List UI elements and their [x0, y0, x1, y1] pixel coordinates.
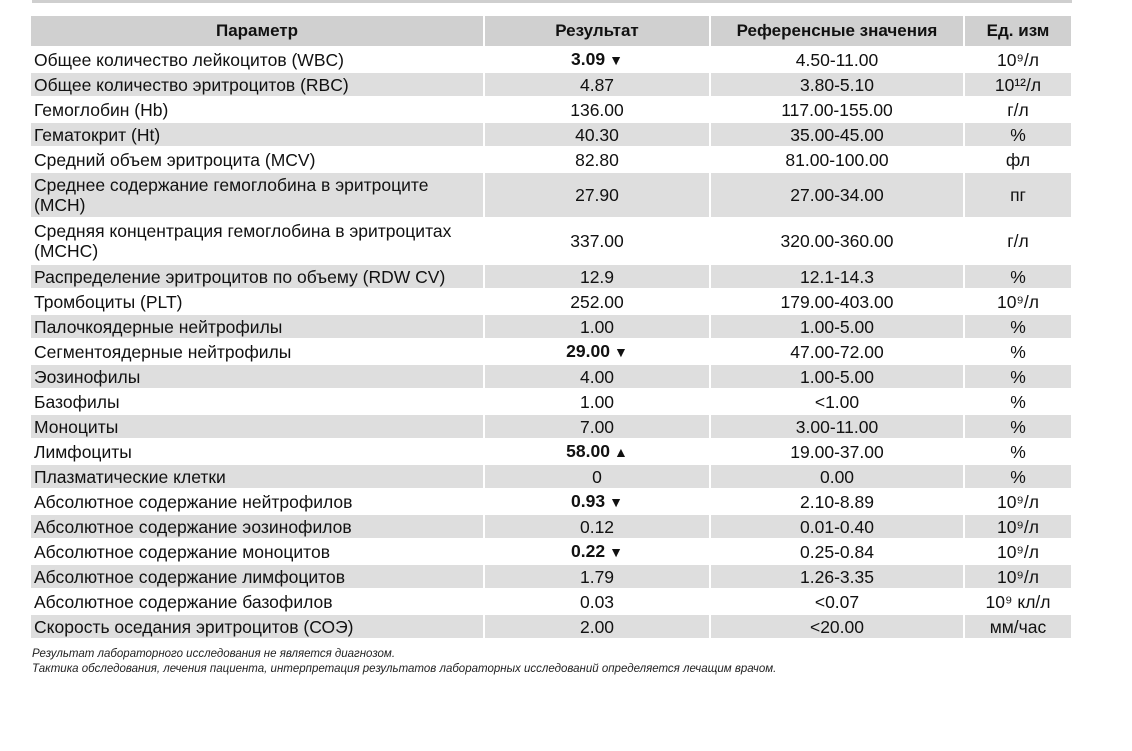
table-row — [31, 515, 1071, 538]
unit: г/л — [1007, 99, 1029, 120]
unit: 10⁹/л — [965, 515, 1071, 538]
unit: % — [1010, 391, 1026, 412]
param-name: Средняя концентрация гемоглобина в эритроцитах (MCHC) — [34, 221, 452, 261]
result-number: 58.00 — [566, 441, 610, 461]
table-row — [31, 490, 1071, 513]
reference-range: 1.00-5.00 — [711, 315, 963, 338]
unit: 10⁹/л — [996, 49, 1040, 70]
result-number: 1.00 — [579, 316, 615, 337]
table-row — [31, 415, 1071, 438]
reference-range: <0.07 — [814, 591, 860, 612]
param-name: Плазматические клетки — [31, 465, 483, 488]
result-value — [485, 148, 709, 171]
result-value — [485, 540, 709, 563]
result-number: 1.00 — [579, 391, 615, 412]
param-name: Абсолютное содержание лимфоцитов — [31, 565, 483, 588]
arrow-down-icon: ▼ — [609, 52, 623, 68]
reference-range: <1.00 — [814, 391, 860, 412]
result-number: 0.93 — [571, 491, 606, 511]
result-number: 0.12 — [579, 516, 615, 537]
result-value — [485, 173, 709, 217]
reference-range: 1.00-5.00 — [711, 365, 963, 388]
unit: фл — [1005, 149, 1031, 170]
result-number: 136.00 — [570, 99, 624, 120]
result-number: 0.03 — [579, 591, 615, 612]
table-row — [31, 148, 1071, 171]
result-number: 2.00 — [579, 616, 615, 637]
reference-range: 117.00-155.00 — [781, 99, 893, 120]
result-number: 3.09 — [571, 49, 606, 69]
result-value — [485, 465, 709, 488]
result-number: 4.00 — [579, 366, 615, 387]
result-number: 4.87 — [579, 74, 615, 95]
param-name: Палочкоядерные нейтрофилы — [31, 315, 483, 338]
reference-range: 1.26-3.35 — [711, 565, 963, 588]
table-row — [31, 615, 1071, 638]
top-divider — [32, 0, 1072, 3]
header-result: Результат — [485, 16, 709, 46]
unit: % — [965, 265, 1071, 288]
table-row — [31, 440, 1071, 463]
result-value — [485, 615, 709, 638]
unit: % — [1010, 341, 1026, 362]
param-name: Абсолютное содержание моноцитов — [34, 541, 331, 562]
param-name: Тромбоциты (PLT) — [34, 291, 183, 312]
unit: % — [965, 415, 1071, 438]
result-value — [485, 590, 709, 613]
header-unit: Ед. изм — [965, 16, 1071, 46]
result-value — [485, 315, 709, 338]
table-row — [31, 290, 1071, 313]
result-number: 0.22 — [571, 541, 606, 561]
result-value — [485, 219, 709, 263]
reference-range: 47.00-72.00 — [790, 341, 884, 362]
table-row — [31, 365, 1071, 388]
table-row — [31, 73, 1071, 96]
table-row — [31, 173, 1071, 217]
result-number: 337.00 — [570, 231, 624, 251]
reference-range: <20.00 — [711, 615, 963, 638]
table-row — [31, 565, 1071, 588]
table-row — [31, 540, 1071, 563]
reference-range: 2.10-8.89 — [800, 491, 874, 512]
result-value — [485, 565, 709, 588]
reference-range: 35.00-45.00 — [711, 123, 963, 146]
reference-range: 320.00-360.00 — [780, 231, 894, 251]
reference-range: 3.00-11.00 — [711, 415, 963, 438]
unit: % — [1010, 441, 1026, 462]
result-number: 29.00 — [566, 341, 610, 361]
result-number: 7.00 — [579, 416, 615, 437]
table-header-row — [31, 16, 1071, 46]
unit: 10⁹/л — [996, 491, 1040, 512]
result-number: 252.00 — [570, 291, 624, 312]
table-row — [31, 340, 1071, 363]
arrow-up-icon: ▲ — [613, 444, 628, 460]
unit: 10⁹/л — [996, 541, 1040, 562]
param-name: Базофилы — [34, 391, 120, 412]
result-number: 12.9 — [579, 266, 615, 287]
unit: мм/час — [965, 615, 1071, 638]
arrow-down-icon: ▼ — [613, 344, 628, 360]
param-name: Общее количество эритроцитов (RBC) — [31, 73, 483, 96]
result-value — [485, 340, 709, 363]
result-number: 1.79 — [579, 566, 615, 587]
param-name: Абсолютное содержание эозинофилов — [31, 515, 483, 538]
unit: 10¹²/л — [965, 73, 1071, 96]
reference-range: 0.00 — [711, 465, 963, 488]
param-name: Среднее содержание гемоглобина в эритроците (MCH) — [31, 173, 483, 217]
param-name: Абсолютное содержание базофилов — [34, 591, 333, 612]
unit: % — [965, 315, 1071, 338]
result-value — [485, 365, 709, 388]
result-number: 82.80 — [575, 149, 619, 170]
param-name: Распределение эритроцитов по объему (RDW CV) — [31, 265, 483, 288]
result-value — [485, 415, 709, 438]
unit: % — [965, 123, 1071, 146]
result-value — [485, 440, 709, 463]
reference-range: 3.80-5.10 — [711, 73, 963, 96]
param-name: Сегментоядерные нейтрофилы — [34, 341, 292, 362]
result-value — [485, 73, 709, 96]
param-name: Общее количество лейкоцитов (WBC) — [34, 49, 344, 70]
table-row — [31, 465, 1071, 488]
param-name: Средний объем эритроцита (MCV) — [34, 149, 316, 170]
result-value — [485, 515, 709, 538]
param-name: Эозинофилы — [31, 365, 483, 388]
reference-range: 27.00-34.00 — [711, 173, 963, 217]
param-name: Лимфоциты — [34, 441, 132, 462]
reference-range: 0.01-0.40 — [711, 515, 963, 538]
disclaimer-line-1: Результат лабораторного исследования не является диагнозом. — [32, 648, 396, 660]
param-name: Гематокрит (Ht) — [31, 123, 483, 146]
results-table — [29, 14, 1073, 640]
header-ref: Референсные значения — [711, 16, 963, 46]
arrow-down-icon: ▼ — [609, 494, 623, 510]
reference-range: 19.00-37.00 — [790, 441, 884, 462]
result-value — [485, 265, 709, 288]
reference-range: 4.50-11.00 — [795, 49, 879, 70]
unit: 10⁹ кл/л — [985, 591, 1051, 612]
table-row — [31, 48, 1071, 71]
table-row — [31, 98, 1071, 121]
table-row — [31, 219, 1071, 263]
unit: % — [965, 465, 1071, 488]
reference-range: 179.00-403.00 — [780, 291, 894, 312]
result-value — [485, 390, 709, 413]
table-row — [31, 123, 1071, 146]
table-row — [31, 390, 1071, 413]
unit: 10⁹/л — [965, 565, 1071, 588]
reference-range: 12.1-14.3 — [711, 265, 963, 288]
result-value — [485, 290, 709, 313]
reference-range: 0.25-0.84 — [800, 541, 874, 562]
result-value — [485, 490, 709, 513]
disclaimer-line-2: Тактика обследования, лечения пациента, интерпретация результатов лабораторных исследований определяется лечащим врачом. — [32, 663, 777, 675]
result-value — [485, 123, 709, 146]
result-value — [485, 48, 709, 71]
header-param: Параметр — [31, 16, 483, 46]
unit: пг — [965, 173, 1071, 217]
disclaimer — [32, 647, 776, 677]
table-row — [31, 315, 1071, 338]
result-number: 27.90 — [575, 185, 619, 205]
param-name: Абсолютное содержание нейтрофилов — [34, 491, 353, 512]
unit: % — [965, 365, 1071, 388]
unit: 10⁹/л — [996, 291, 1040, 312]
result-number: 40.30 — [575, 124, 619, 145]
reference-range: 81.00-100.00 — [785, 149, 889, 170]
param-name: Скорость оседания эритроцитов (СОЭ) — [31, 615, 483, 638]
table-row — [31, 265, 1071, 288]
unit: г/л — [1007, 231, 1029, 251]
result-value — [485, 98, 709, 121]
result-number: 0 — [592, 466, 602, 487]
table-row — [31, 590, 1071, 613]
param-name: Моноциты — [31, 415, 483, 438]
arrow-down-icon: ▼ — [609, 544, 623, 560]
param-name: Гемоглобин (Hb) — [34, 99, 169, 120]
